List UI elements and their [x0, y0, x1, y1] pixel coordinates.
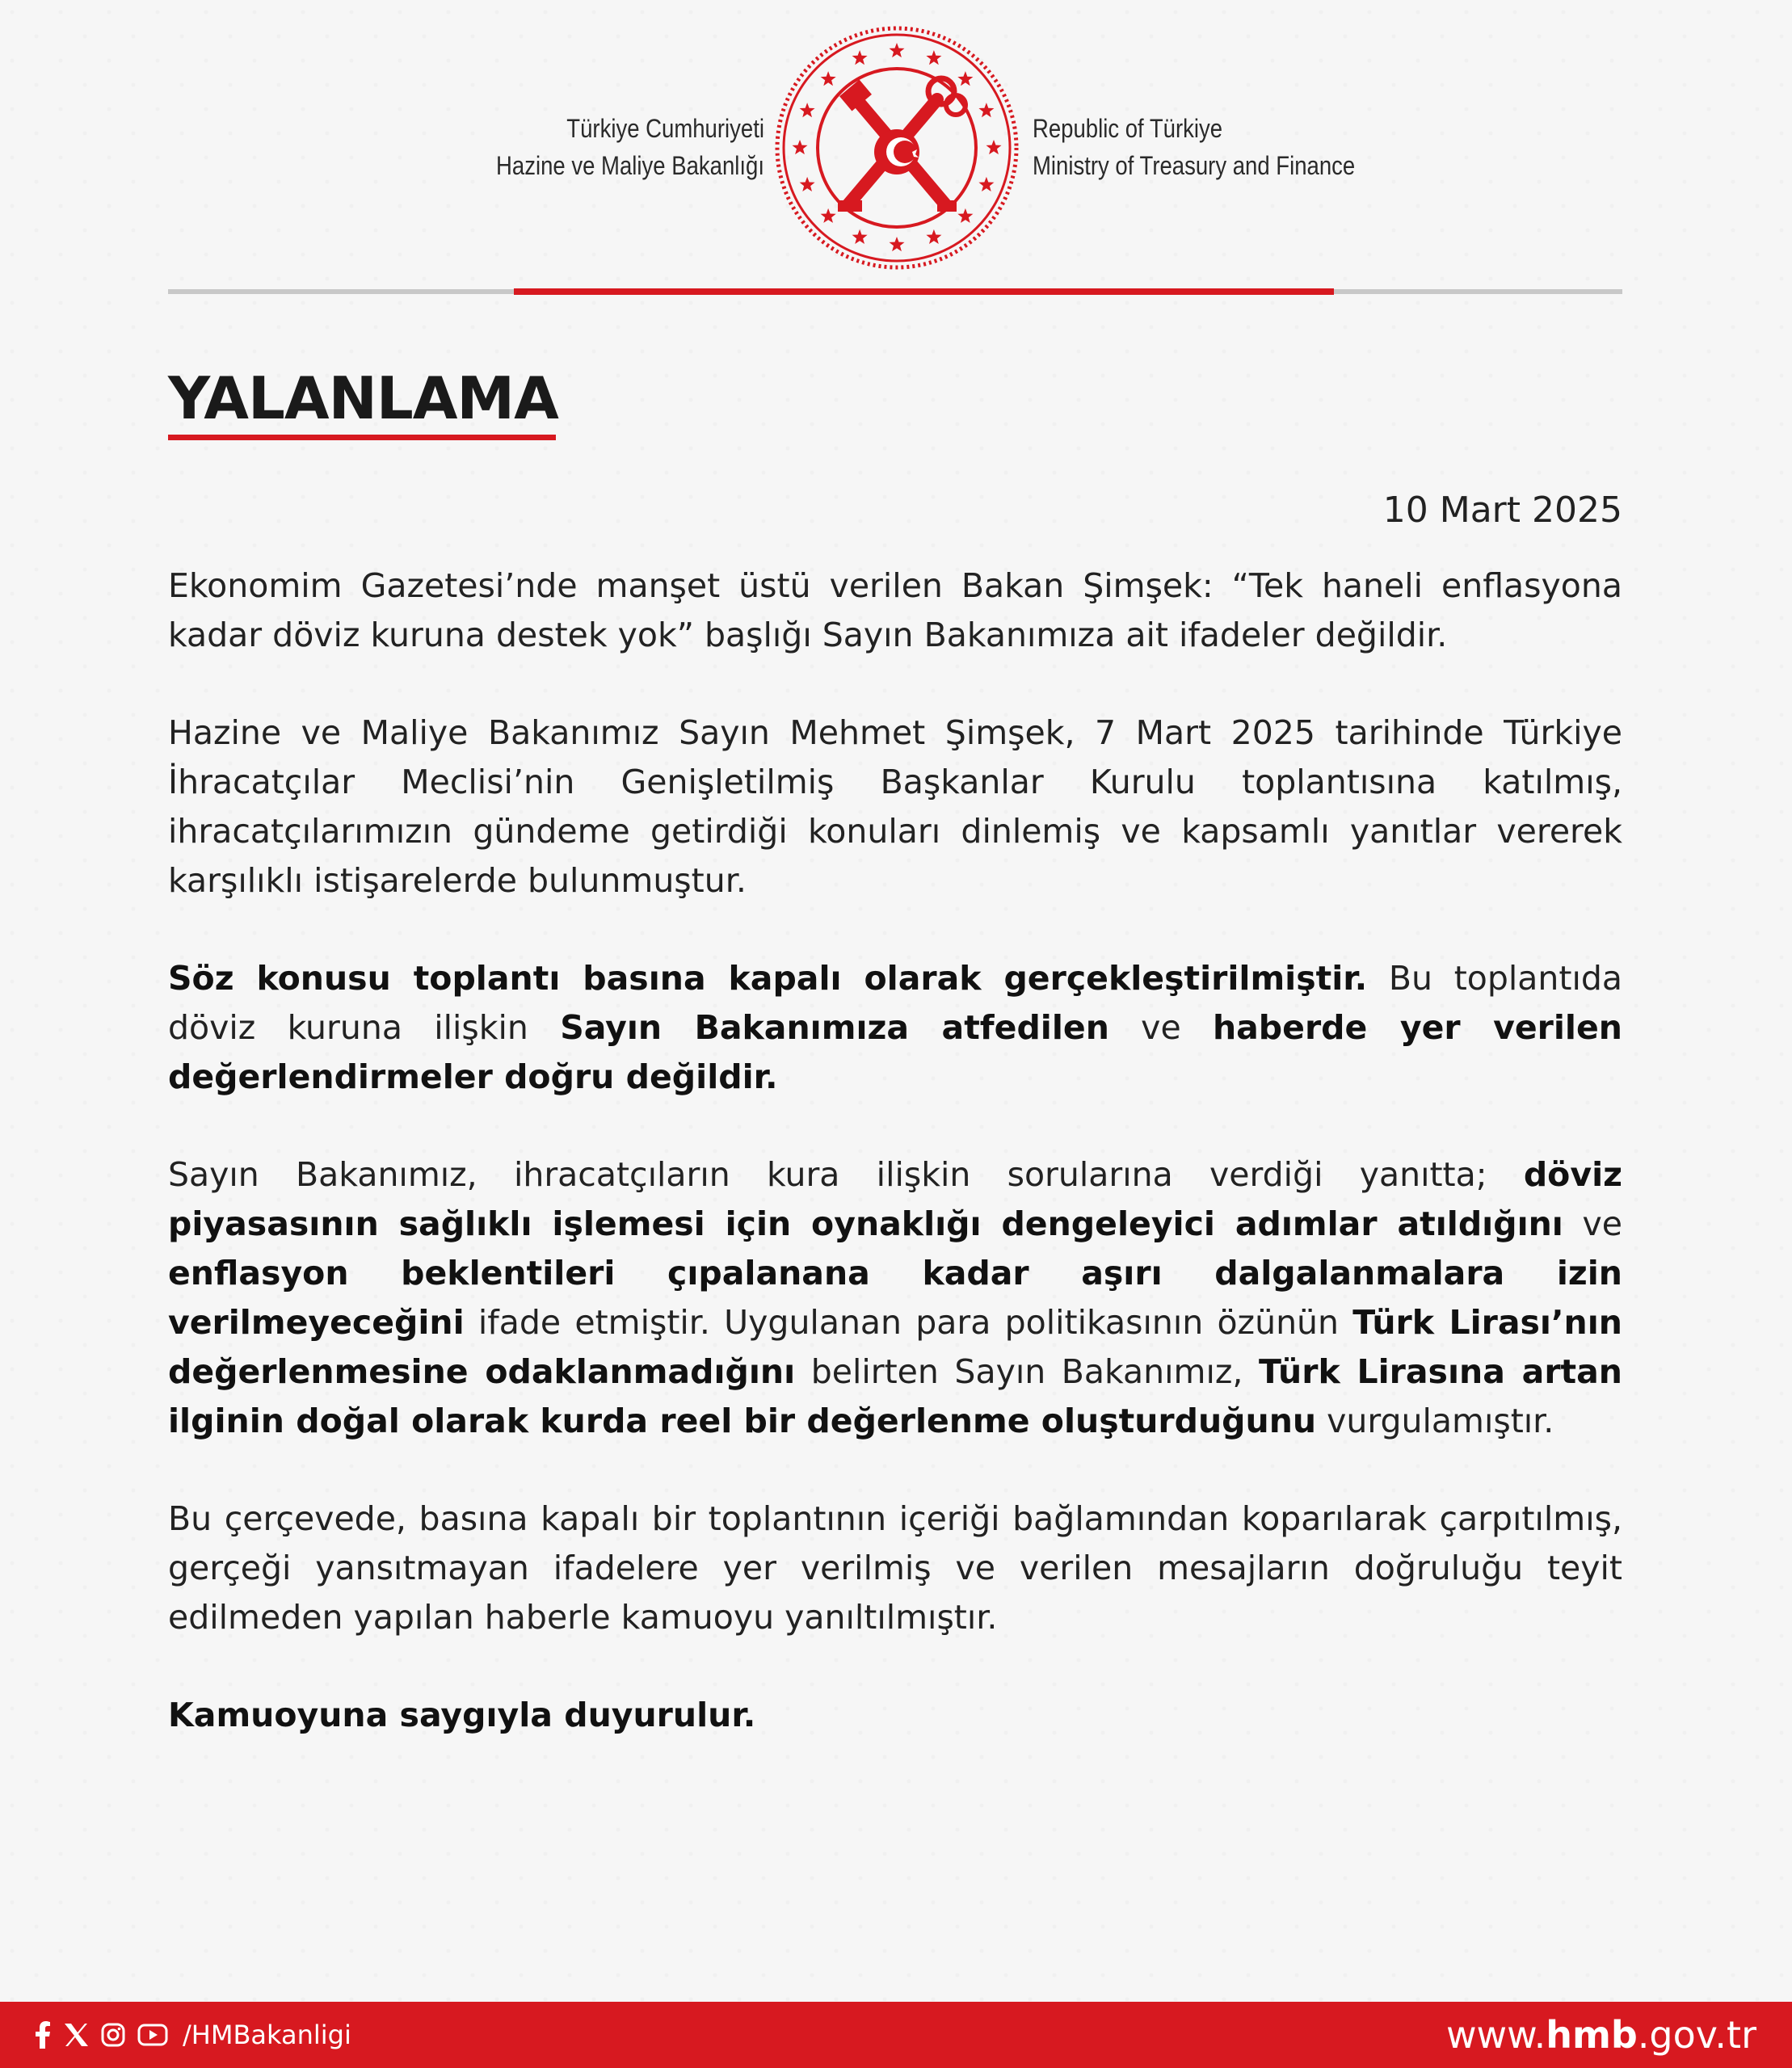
emblem-star — [800, 177, 815, 191]
bold-text: Türk Lirası’nın değerlenmesine odaklanmadığını — [168, 1303, 1622, 1391]
bold-text: enflasyon beklentileri çıpalanana kadar aşırı dalgalanmalara izin verilmeyeceğini — [168, 1254, 1622, 1342]
x-icon[interactable] — [63, 2022, 89, 2048]
text: vurgulamıştır. — [1316, 1402, 1554, 1440]
org-line: Hazine ve Maliye Bakanlığı — [496, 151, 764, 180]
facebook-icon[interactable] — [34, 2021, 52, 2049]
text: Sayın Bakanımız, ihracatçıların kura ilişkin sorularına verdiği yanıtta; — [168, 1155, 1524, 1194]
paragraph-4 — [168, 1150, 1622, 1446]
org-line: Ministry of Treasury and Finance — [1033, 151, 1356, 180]
emblem-star — [926, 229, 941, 244]
text: ve — [1563, 1204, 1622, 1243]
social-links — [34, 2018, 351, 2052]
bold-text: döviz piyasasının sağlıklı işlemesi için oynaklığı dengeleyici adımlar atıldığını — [168, 1155, 1622, 1243]
bold-text: Sayın Bakanımıza atfedilen — [560, 1008, 1109, 1047]
text: www. — [1445, 2013, 1546, 2057]
document-body — [168, 561, 1622, 1788]
header-divider-accent — [514, 288, 1334, 295]
bold-text: Türk Lirasına artan ilginin doğal olarak kurda reel bir değerlenme oluşturduğunu — [168, 1352, 1622, 1440]
closing-line — [168, 1691, 1622, 1740]
emblem-star — [957, 71, 973, 86]
emblem-star — [890, 237, 905, 251]
ministry-emblem-icon — [772, 23, 1022, 273]
bold-text: hmb — [1546, 2013, 1638, 2057]
emblem-star — [986, 140, 1002, 154]
emblem-star — [978, 103, 994, 117]
emblem-star — [821, 71, 836, 86]
text: .gov.tr — [1637, 2013, 1756, 2057]
social-handle[interactable]: /HMBakanligi — [183, 2020, 351, 2050]
instagram-icon[interactable] — [100, 2022, 126, 2048]
org-line: Republic of Türkiye — [1033, 114, 1223, 143]
emblem-star — [957, 208, 973, 223]
document-title: YALANLAMA — [168, 364, 558, 432]
paragraph-3 — [168, 954, 1622, 1102]
emblem-star — [890, 43, 905, 57]
emblem-star — [852, 229, 868, 244]
bold-text: Kamuoyuna saygıyla duyurulur. — [168, 1696, 756, 1734]
emblem-star — [852, 50, 868, 65]
letterhead — [0, 0, 1792, 307]
org-name-english — [1033, 110, 1355, 184]
document-date: 10 Mart 2025 — [1382, 490, 1622, 531]
footer-bar — [0, 2002, 1792, 2068]
org-name-turkish — [496, 110, 764, 184]
youtube-icon[interactable] — [137, 2023, 168, 2047]
title-underline — [168, 435, 556, 440]
paragraph-1: Ekonomim Gazetesi’nde manşet üstü verilen Bakan Şimşek: “Tek haneli enflasyona kadar döviz kuruna destek yok” başlığı Sayın Bakanımıza ait ifadeler değildir. — [168, 566, 1622, 654]
bold-text: haberde yer verilen değerlendirmeler doğru değildir. — [168, 1008, 1622, 1096]
paragraph-5: Bu çerçevede, basına kapalı bir toplantının içeriği bağlamından koparılarak çarpıtılmış, gerçeği yansıtmayan ifadelere yer verilmiş ve verilen mesajların doğruluğu teyit edilmeden yapılan haberle kamuoyu yanıltılmıştır. — [168, 1499, 1622, 1637]
emblem-star — [978, 177, 994, 191]
org-line: Türkiye Cumhuriyeti — [566, 114, 764, 143]
text: ifade etmiştir. Uygulanan para politikasının özünün — [464, 1303, 1353, 1342]
text: Bu toplantıda döviz kuruna ilişkin — [168, 959, 1622, 1047]
bold-text: Söz konusu toplantı basına kapalı olarak gerçekleştirilmiştir. — [168, 959, 1368, 998]
paragraph-2: Hazine ve Maliye Bakanımız Sayın Mehmet Şimşek, 7 Mart 2025 tarihinde Türkiye İhracatçılar Meclisi’nin Genişletilmiş Başkanlar Kurulu toplantısına katılmış, ihracatçılarımızın gündeme getirdiği konuları dinlemiş ve kapsamlı yanıtlar vererek karşılıklı istişarelerde bulunmuştur. — [168, 713, 1622, 900]
emblem-star — [800, 103, 815, 117]
website-link[interactable] — [1446, 2013, 1756, 2057]
emblem-star — [926, 50, 941, 65]
emblem-star — [821, 208, 836, 223]
text: belirten Sayın Bakanımız, — [795, 1352, 1259, 1391]
emblem-star — [793, 140, 808, 154]
text: ve — [1108, 1008, 1213, 1047]
